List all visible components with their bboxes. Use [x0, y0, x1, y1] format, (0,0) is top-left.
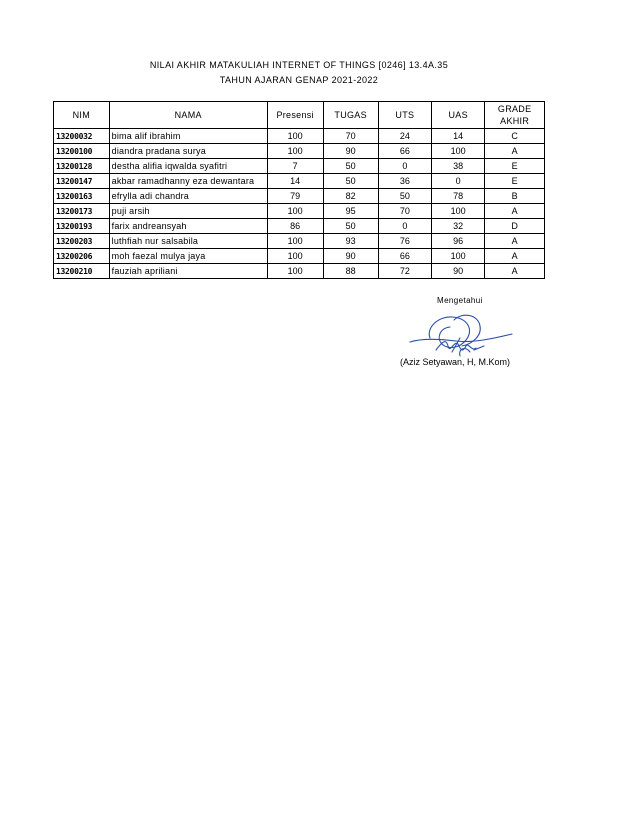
col-header-tugas: TUGAS [323, 102, 378, 129]
cell-presensi: 100 [267, 144, 323, 159]
cell-uas: 90 [432, 264, 485, 279]
cell-nim: 13200100 [54, 144, 110, 159]
table-row [54, 174, 545, 189]
table-row [54, 249, 545, 264]
cell-nama: farix andreansyah [109, 219, 267, 234]
cell-nim: 13200193 [54, 219, 110, 234]
cell-nim: 13200128 [54, 159, 110, 174]
cell-nim: 13200163 [54, 189, 110, 204]
cell-presensi: 86 [267, 219, 323, 234]
cell-nama: akbar ramadhanny eza dewantara [109, 174, 267, 189]
table-row [54, 219, 545, 234]
cell-uts: 66 [378, 249, 431, 264]
cell-nama: bima alif ibrahim [109, 129, 267, 144]
cell-nama: puji arsih [109, 204, 267, 219]
grades-table [53, 101, 545, 279]
cell-uas: 100 [432, 249, 485, 264]
cell-grade: A [485, 144, 545, 159]
cell-uts: 72 [378, 264, 431, 279]
cell-nim: 13200147 [54, 174, 110, 189]
col-header-uts: UTS [378, 102, 431, 129]
col-header-grade [485, 102, 545, 129]
cell-grade: A [485, 249, 545, 264]
cell-tugas: 50 [323, 219, 378, 234]
cell-presensi: 79 [267, 189, 323, 204]
cell-uts: 36 [378, 174, 431, 189]
cell-uas: 0 [432, 174, 485, 189]
cell-nama: diandra pradana surya [109, 144, 267, 159]
cell-uts: 24 [378, 129, 431, 144]
cell-tugas: 90 [323, 249, 378, 264]
cell-uas: 78 [432, 189, 485, 204]
document-title: NILAI AKHIR MATAKULIAH INTERNET OF THINGS [0246] 13.4A.35 [149, 60, 449, 70]
cell-tugas: 88 [323, 264, 378, 279]
table-row [54, 189, 545, 204]
cell-nim: 13200206 [54, 249, 110, 264]
cell-uts: 0 [378, 159, 431, 174]
cell-nim: 13200203 [54, 234, 110, 249]
cell-grade: D [485, 219, 545, 234]
cell-presensi: 100 [267, 264, 323, 279]
cell-nama: moh faezal mulya jaya [109, 249, 267, 264]
cell-presensi: 7 [267, 159, 323, 174]
cell-uts: 0 [378, 219, 431, 234]
cell-nim: 13200173 [54, 204, 110, 219]
col-header-nim: NIM [54, 102, 110, 129]
document-subtitle: TAHUN AJARAN GENAP 2021-2022 [219, 75, 379, 85]
col-header-grade-line2: AKHIR [500, 116, 530, 126]
cell-uts: 76 [378, 234, 431, 249]
cell-tugas: 93 [323, 234, 378, 249]
col-header-nama: NAMA [109, 102, 267, 129]
cell-grade: A [485, 234, 545, 249]
cell-uas: 100 [432, 204, 485, 219]
table-header [54, 102, 545, 129]
cell-nama: fauziah apriliani [109, 264, 267, 279]
cell-uts: 66 [378, 144, 431, 159]
cell-nim: 13200210 [54, 264, 110, 279]
cell-grade: A [485, 264, 545, 279]
cell-grade: B [485, 189, 545, 204]
cell-grade: E [485, 174, 545, 189]
col-header-presensi: Presensi [267, 102, 323, 129]
cell-nama: destha alifia iqwalda syafitri [109, 159, 267, 174]
cell-tugas: 95 [323, 204, 378, 219]
cell-grade: A [485, 204, 545, 219]
table-row [54, 129, 545, 144]
cell-nama: efrylla adi chandra [109, 189, 267, 204]
acknowledgement-label: Mengetahui [437, 296, 483, 305]
table-row [54, 144, 545, 159]
cell-tugas: 82 [323, 189, 378, 204]
cell-presensi: 100 [267, 234, 323, 249]
cell-grade: E [485, 159, 545, 174]
cell-uas: 100 [432, 144, 485, 159]
header-row [54, 102, 545, 129]
table-row [54, 204, 545, 219]
cell-uts: 70 [378, 204, 431, 219]
cell-grade: C [485, 129, 545, 144]
table-row [54, 234, 545, 249]
cell-presensi: 100 [267, 249, 323, 264]
cell-nim: 13200032 [54, 129, 110, 144]
cell-uts: 50 [378, 189, 431, 204]
col-header-grade-line1: GRADE [497, 104, 532, 114]
cell-tugas: 50 [323, 159, 378, 174]
cell-presensi: 14 [267, 174, 323, 189]
cell-tugas: 70 [323, 129, 378, 144]
cell-nama: luthfiah nur salsabila [109, 234, 267, 249]
cell-tugas: 50 [323, 174, 378, 189]
cell-uas: 38 [432, 159, 485, 174]
cell-presensi: 100 [267, 129, 323, 144]
table-row [54, 159, 545, 174]
table-row [54, 264, 545, 279]
cell-uas: 14 [432, 129, 485, 144]
cell-uas: 96 [432, 234, 485, 249]
cell-tugas: 90 [323, 144, 378, 159]
table-body [54, 129, 545, 279]
cell-uas: 32 [432, 219, 485, 234]
cell-presensi: 100 [267, 204, 323, 219]
signer-name: (Aziz Setyawan, H, M.Kom) [400, 357, 511, 367]
col-header-uas: UAS [432, 102, 485, 129]
